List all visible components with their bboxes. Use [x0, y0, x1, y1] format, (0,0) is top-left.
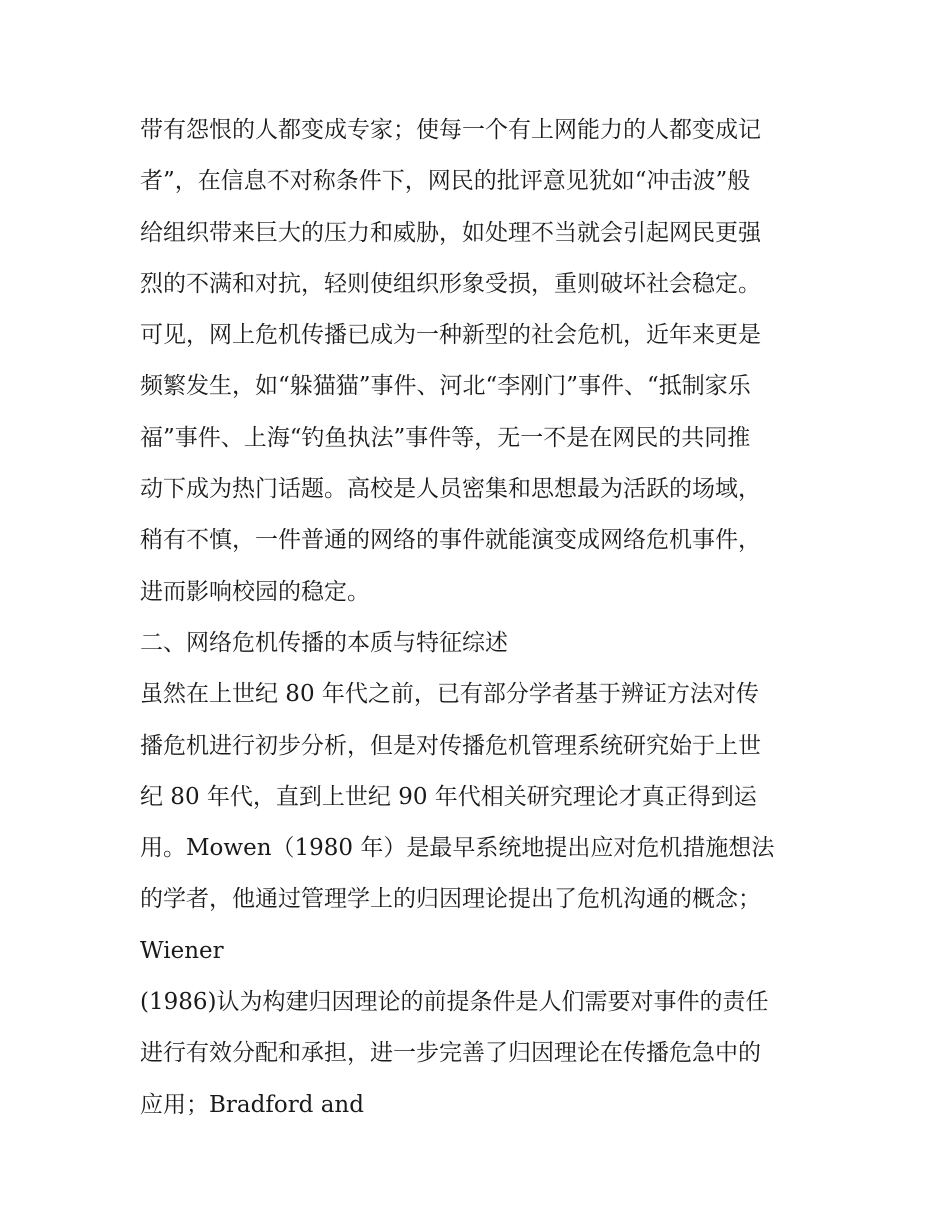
text-line: 的学者，他通过管理学上的归因理论提出了危机沟通的概念； — [140, 886, 761, 913]
text-line: 纪 80 年代，直到上世纪 90 年代相关研究理论才真正得到运 — [140, 783, 757, 810]
text-line: 给组织带来巨大的压力和威胁，如处理不当就会引起网民更强 — [140, 219, 761, 246]
text-line: 频繁发生，如“躲猫猫”事件、河北“李刚门”事件、“抵制家乐 — [140, 373, 751, 400]
text-line: 用。Mowen（1980 年）是最早系统地提出应对危机措施想法 — [140, 835, 775, 862]
text-line: 烈的不满和对抗，轻则使组织形象受损，重则破坏社会稳定。 — [140, 270, 761, 297]
text-line: 福”事件、上海“钓鱼执法”事件等，无一不是在网民的共同推 — [140, 424, 751, 451]
text-line: 带有怨恨的人都变成专家；使每一个有上网能力的人都变成记 — [140, 117, 761, 143]
text-line: 者”，在信息不对称条件下，网民的批评意见犹如“冲击波”般 — [140, 168, 751, 195]
text-line: 进行有效分配和承担，进一步完善了归因理论在传播危急中的 — [140, 1040, 761, 1067]
text-line: 进而影响校园的稳定。 — [140, 578, 370, 605]
text-line: 稍有不慎，一件普通的网络的事件就能演变成网络危机事件， — [140, 527, 761, 554]
section-heading: 二、网络危机传播的本质与特征综述 — [140, 629, 508, 656]
text-line: Wiener — [140, 937, 224, 964]
text-line: (1986)认为构建归因理论的前提条件是人们需要对事件的责任 — [140, 989, 769, 1016]
text-line: 虽然在上世纪 80 年代之前，已有部分学者基于辨证方法对传 — [140, 681, 759, 708]
text-line: 应用；Bradford and — [140, 1091, 364, 1118]
text-line: 可见，网上危机传播已成为一种新型的社会危机，近年来更是 — [140, 322, 761, 349]
body-text — [140, 110, 820, 1136]
text-line: 动下成为热门话题。高校是人员密集和思想最为活跃的场域， — [140, 476, 761, 503]
text-line: 播危机进行初步分析，但是对传播危机管理系统研究始于上世 — [140, 732, 761, 759]
